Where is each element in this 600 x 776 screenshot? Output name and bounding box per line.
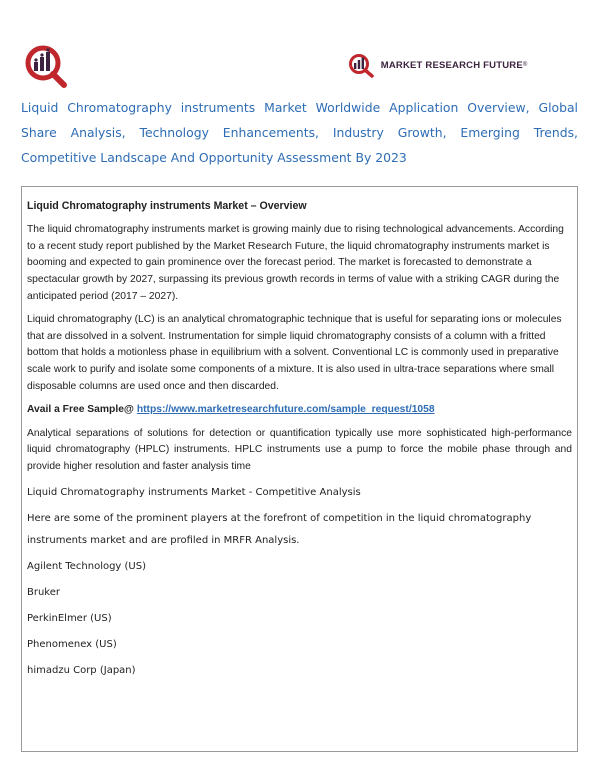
overview-heading: Liquid Chromatography instruments Market – Overview — [27, 200, 307, 212]
free-sample-line — [27, 402, 572, 419]
overview-paragraph-3: Analytical separations of solutions for detection or quantification typically use more sophisticated high-performance liquid chromatography (HPLC) instruments. HPLC instruments use a pump to force the mobile phase through and provide higher resolution and faster analysis time — [27, 427, 572, 473]
brand-magnifier-icon — [347, 52, 377, 78]
overview-paragraph-2: Liquid chromatography (LC) is an analytical chromatographic technique that is useful for separating ions or molecules that are dissolved in a solvent. Instrumentation for simple liquid chromatography consists of a column with a fritted bottom that holds a motionless phase in equilibrium with a solvent. Conventional LC is commonly used in preparative scale work to purify and isolate some components of a mixture. It is also used in ultra-trace separations where small disposable columns are used once and then discarded. — [27, 313, 562, 392]
free-sample-link[interactable]: https://www.marketresearchfuture.com/sample_request/1058 — [136, 403, 435, 415]
player-item: Agilent Technology (US) — [27, 560, 146, 572]
free-sample-label: Avail a Free Sample@ — [27, 403, 137, 415]
brand-registered-mark: ® — [522, 62, 528, 68]
competitive-heading: Liquid Chromatography instruments Market - Competitive Analysis — [27, 486, 361, 498]
mrf-logo-icon — [21, 42, 77, 88]
player-item: Phenomenex (US) — [27, 638, 117, 650]
competitive-intro: Here are some of the prominent players at the forefront of competition in the liquid chromatography instruments market and are profiled in MRFR Analysis. — [27, 512, 532, 546]
overview-paragraph-1: The liquid chromatography instruments market is growing mainly due to rising technological advancements. According to a recent study report published by the Market Research Future, the liquid chromatography instruments market is booming and expected to gain prominence over the forecast period. The market is forecasted to demonstrate a spectacular growth by 2027, surpassing its previous growth records in terms of value with a striking CAGR during the anticipated period (2017 – 2027). — [27, 223, 564, 302]
brand-logo — [320, 36, 554, 94]
page-title: Liquid Chromatography instruments Market Worldwide Application Overview, Global Share Analysis, Technology Enhancements, Industry Growth, Emerging Trends, Competitive Landscape And Opportunity Assessment By 2023 — [21, 100, 578, 165]
player-item: Bruker — [27, 586, 61, 598]
player-item: himadzu Corp (Japan) — [27, 664, 136, 676]
player-item: PerkinElmer (US) — [27, 612, 112, 624]
article-body — [27, 198, 572, 686]
brand-name: MARKET RESEARCH FUTURE — [380, 59, 523, 71]
